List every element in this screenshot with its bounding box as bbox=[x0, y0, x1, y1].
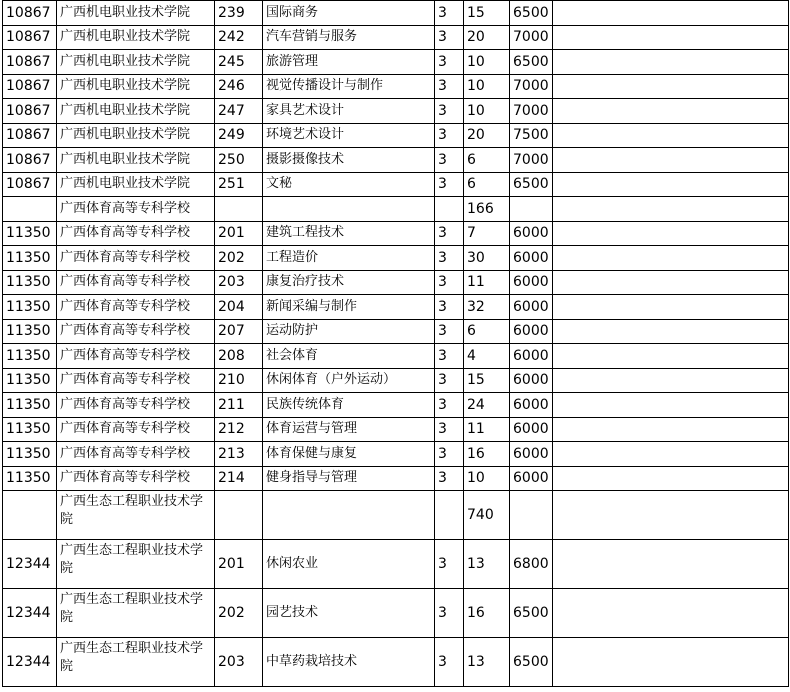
blank-cell bbox=[553, 1, 789, 26]
school-code-cell: 10867 bbox=[3, 99, 57, 124]
table-row bbox=[3, 197, 789, 222]
fee-cell: 6000 bbox=[510, 393, 553, 418]
fee-cell: 7000 bbox=[510, 25, 553, 50]
major-name-cell: 环境艺术设计 bbox=[263, 123, 435, 148]
major-code-cell: 203 bbox=[215, 638, 263, 687]
school-name-cell: 广西体育高等专科学校 bbox=[57, 270, 215, 295]
major-code-cell: 203 bbox=[215, 270, 263, 295]
quota-cell: 10 bbox=[464, 50, 510, 75]
major-name-cell: 运动防护 bbox=[263, 319, 435, 344]
table-row bbox=[3, 417, 789, 442]
major-code-cell: 201 bbox=[215, 221, 263, 246]
school-name-cell: 广西体育高等专科学校 bbox=[57, 246, 215, 271]
quota-cell: 15 bbox=[464, 368, 510, 393]
school-code-cell: 11350 bbox=[3, 442, 57, 467]
school-code-cell: 11350 bbox=[3, 295, 57, 320]
quota-cell: 6 bbox=[464, 319, 510, 344]
years-cell: 3 bbox=[435, 123, 464, 148]
table-row bbox=[3, 368, 789, 393]
fee-cell: 6000 bbox=[510, 221, 553, 246]
years-cell: 3 bbox=[435, 466, 464, 491]
blank-cell bbox=[553, 417, 789, 442]
major-name-cell: 工程造价 bbox=[263, 246, 435, 271]
quota-cell: 13 bbox=[464, 540, 510, 589]
major-name-cell: 休闲农业 bbox=[263, 540, 435, 589]
school-code-cell bbox=[3, 491, 57, 540]
school-code-cell: 11350 bbox=[3, 344, 57, 369]
blank-cell bbox=[553, 74, 789, 99]
quota-cell: 16 bbox=[464, 442, 510, 467]
fee-cell: 6000 bbox=[510, 344, 553, 369]
quota-cell: 166 bbox=[464, 197, 510, 222]
fee-cell: 6500 bbox=[510, 1, 553, 26]
table-row bbox=[3, 99, 789, 124]
quota-cell: 10 bbox=[464, 74, 510, 99]
fee-cell bbox=[510, 491, 553, 540]
years-cell: 3 bbox=[435, 442, 464, 467]
table-row bbox=[3, 50, 789, 75]
years-cell: 3 bbox=[435, 368, 464, 393]
major-code-cell: 251 bbox=[215, 172, 263, 197]
years-cell: 3 bbox=[435, 246, 464, 271]
quota-cell: 740 bbox=[464, 491, 510, 540]
fee-cell: 6500 bbox=[510, 638, 553, 687]
school-code-cell: 11350 bbox=[3, 417, 57, 442]
school-name-cell: 广西机电职业技术学院 bbox=[57, 25, 215, 50]
quota-cell: 6 bbox=[464, 172, 510, 197]
quota-cell: 11 bbox=[464, 417, 510, 442]
school-code-cell: 11350 bbox=[3, 393, 57, 418]
major-name-cell: 文秘 bbox=[263, 172, 435, 197]
blank-cell bbox=[553, 25, 789, 50]
major-name-cell: 体育运营与管理 bbox=[263, 417, 435, 442]
quota-cell: 7 bbox=[464, 221, 510, 246]
fee-cell: 7500 bbox=[510, 123, 553, 148]
major-name-cell: 视觉传播设计与制作 bbox=[263, 74, 435, 99]
major-code-cell: 212 bbox=[215, 417, 263, 442]
fee-cell: 6500 bbox=[510, 589, 553, 638]
school-code-cell bbox=[3, 197, 57, 222]
quota-cell: 32 bbox=[464, 295, 510, 320]
fee-cell: 6000 bbox=[510, 442, 553, 467]
years-cell: 3 bbox=[435, 270, 464, 295]
school-code-cell: 11350 bbox=[3, 466, 57, 491]
school-code-cell: 11350 bbox=[3, 319, 57, 344]
blank-cell bbox=[553, 638, 789, 687]
quota-cell: 11 bbox=[464, 270, 510, 295]
major-code-cell: 242 bbox=[215, 25, 263, 50]
major-code-cell bbox=[215, 491, 263, 540]
quota-cell: 4 bbox=[464, 344, 510, 369]
major-name-cell: 国际商务 bbox=[263, 1, 435, 26]
table-row bbox=[3, 319, 789, 344]
quota-cell: 30 bbox=[464, 246, 510, 271]
years-cell: 3 bbox=[435, 221, 464, 246]
major-code-cell: 202 bbox=[215, 246, 263, 271]
major-name-cell bbox=[263, 491, 435, 540]
school-code-cell: 11350 bbox=[3, 270, 57, 295]
years-cell: 3 bbox=[435, 74, 464, 99]
quota-cell: 10 bbox=[464, 466, 510, 491]
quota-cell: 15 bbox=[464, 1, 510, 26]
major-code-cell: 204 bbox=[215, 295, 263, 320]
major-code-cell: 201 bbox=[215, 540, 263, 589]
major-code-cell: 213 bbox=[215, 442, 263, 467]
school-code-cell: 10867 bbox=[3, 148, 57, 173]
table-body bbox=[3, 1, 789, 687]
school-code-cell: 10867 bbox=[3, 1, 57, 26]
fee-cell: 7000 bbox=[510, 148, 553, 173]
fee-cell: 6000 bbox=[510, 295, 553, 320]
table-row bbox=[3, 1, 789, 26]
table-row bbox=[3, 491, 789, 540]
school-code-cell: 10867 bbox=[3, 50, 57, 75]
major-name-cell: 汽车营销与服务 bbox=[263, 25, 435, 50]
years-cell: 3 bbox=[435, 99, 464, 124]
school-name-cell: 广西机电职业技术学院 bbox=[57, 123, 215, 148]
fee-cell: 6000 bbox=[510, 270, 553, 295]
blank-cell bbox=[553, 246, 789, 271]
school-name-cell: 广西生态工程职业技术学院 bbox=[57, 491, 215, 540]
blank-cell bbox=[553, 442, 789, 467]
blank-cell bbox=[553, 319, 789, 344]
major-code-cell bbox=[215, 197, 263, 222]
school-name-cell: 广西机电职业技术学院 bbox=[57, 148, 215, 173]
fee-cell: 6000 bbox=[510, 246, 553, 271]
major-name-cell: 体育保健与康复 bbox=[263, 442, 435, 467]
major-name-cell: 家具艺术设计 bbox=[263, 99, 435, 124]
school-name-cell: 广西体育高等专科学校 bbox=[57, 221, 215, 246]
major-name-cell: 康复治疗技术 bbox=[263, 270, 435, 295]
quota-cell: 16 bbox=[464, 589, 510, 638]
blank-cell bbox=[553, 540, 789, 589]
school-code-cell: 10867 bbox=[3, 25, 57, 50]
blank-cell bbox=[553, 197, 789, 222]
major-name-cell bbox=[263, 197, 435, 222]
table-row bbox=[3, 589, 789, 638]
major-code-cell: 239 bbox=[215, 1, 263, 26]
blank-cell bbox=[553, 393, 789, 418]
table-row bbox=[3, 540, 789, 589]
table-row bbox=[3, 25, 789, 50]
years-cell: 3 bbox=[435, 319, 464, 344]
years-cell bbox=[435, 197, 464, 222]
school-name-cell: 广西机电职业技术学院 bbox=[57, 1, 215, 26]
fee-cell: 6000 bbox=[510, 368, 553, 393]
major-code-cell: 207 bbox=[215, 319, 263, 344]
major-name-cell: 中草药栽培技术 bbox=[263, 638, 435, 687]
school-name-cell: 广西机电职业技术学院 bbox=[57, 50, 215, 75]
school-name-cell: 广西生态工程职业技术学院 bbox=[57, 540, 215, 589]
years-cell: 3 bbox=[435, 295, 464, 320]
school-name-cell: 广西生态工程职业技术学院 bbox=[57, 638, 215, 687]
fee-cell: 6000 bbox=[510, 319, 553, 344]
major-name-cell: 民族传统体育 bbox=[263, 393, 435, 418]
major-code-cell: 250 bbox=[215, 148, 263, 173]
major-name-cell: 建筑工程技术 bbox=[263, 221, 435, 246]
major-code-cell: 214 bbox=[215, 466, 263, 491]
quota-cell: 20 bbox=[464, 25, 510, 50]
major-code-cell: 247 bbox=[215, 99, 263, 124]
years-cell: 3 bbox=[435, 393, 464, 418]
fee-cell: 6000 bbox=[510, 417, 553, 442]
blank-cell bbox=[553, 368, 789, 393]
table-row bbox=[3, 344, 789, 369]
major-name-cell: 健身指导与管理 bbox=[263, 466, 435, 491]
school-name-cell: 广西体育高等专科学校 bbox=[57, 368, 215, 393]
blank-cell bbox=[553, 295, 789, 320]
major-code-cell: 246 bbox=[215, 74, 263, 99]
fee-cell: 7000 bbox=[510, 74, 553, 99]
school-name-cell: 广西体育高等专科学校 bbox=[57, 319, 215, 344]
major-code-cell: 202 bbox=[215, 589, 263, 638]
table-row bbox=[3, 466, 789, 491]
table-row bbox=[3, 295, 789, 320]
blank-cell bbox=[553, 172, 789, 197]
blank-cell bbox=[553, 491, 789, 540]
table-row bbox=[3, 221, 789, 246]
school-name-cell: 广西体育高等专科学校 bbox=[57, 344, 215, 369]
quota-cell: 13 bbox=[464, 638, 510, 687]
admissions-table bbox=[2, 0, 789, 687]
school-code-cell: 10867 bbox=[3, 172, 57, 197]
major-code-cell: 249 bbox=[215, 123, 263, 148]
major-name-cell: 新闻采编与制作 bbox=[263, 295, 435, 320]
school-name-cell: 广西体育高等专科学校 bbox=[57, 295, 215, 320]
school-name-cell: 广西体育高等专科学校 bbox=[57, 466, 215, 491]
years-cell: 3 bbox=[435, 589, 464, 638]
major-name-cell: 社会体育 bbox=[263, 344, 435, 369]
fee-cell: 7000 bbox=[510, 99, 553, 124]
fee-cell: 6800 bbox=[510, 540, 553, 589]
blank-cell bbox=[553, 123, 789, 148]
blank-cell bbox=[553, 270, 789, 295]
school-name-cell: 广西体育高等专科学校 bbox=[57, 197, 215, 222]
table-row bbox=[3, 172, 789, 197]
major-code-cell: 210 bbox=[215, 368, 263, 393]
major-name-cell: 园艺技术 bbox=[263, 589, 435, 638]
years-cell bbox=[435, 491, 464, 540]
school-code-cell: 12344 bbox=[3, 540, 57, 589]
school-name-cell: 广西生态工程职业技术学院 bbox=[57, 589, 215, 638]
years-cell: 3 bbox=[435, 172, 464, 197]
fee-cell: 6500 bbox=[510, 50, 553, 75]
school-name-cell: 广西体育高等专科学校 bbox=[57, 442, 215, 467]
school-code-cell: 11350 bbox=[3, 368, 57, 393]
years-cell: 3 bbox=[435, 417, 464, 442]
blank-cell bbox=[553, 589, 789, 638]
table-row bbox=[3, 148, 789, 173]
quota-cell: 6 bbox=[464, 148, 510, 173]
fee-cell bbox=[510, 197, 553, 222]
blank-cell bbox=[553, 148, 789, 173]
blank-cell bbox=[553, 344, 789, 369]
table-row bbox=[3, 638, 789, 687]
quota-cell: 20 bbox=[464, 123, 510, 148]
table-row bbox=[3, 123, 789, 148]
table-row bbox=[3, 442, 789, 467]
school-code-cell: 12344 bbox=[3, 589, 57, 638]
school-code-cell: 11350 bbox=[3, 246, 57, 271]
major-code-cell: 208 bbox=[215, 344, 263, 369]
years-cell: 3 bbox=[435, 344, 464, 369]
school-code-cell: 11350 bbox=[3, 221, 57, 246]
years-cell: 3 bbox=[435, 638, 464, 687]
years-cell: 3 bbox=[435, 25, 464, 50]
table-row bbox=[3, 246, 789, 271]
years-cell: 3 bbox=[435, 540, 464, 589]
quota-cell: 10 bbox=[464, 99, 510, 124]
years-cell: 3 bbox=[435, 1, 464, 26]
major-code-cell: 245 bbox=[215, 50, 263, 75]
years-cell: 3 bbox=[435, 148, 464, 173]
school-code-cell: 10867 bbox=[3, 123, 57, 148]
table-row bbox=[3, 270, 789, 295]
blank-cell bbox=[553, 50, 789, 75]
blank-cell bbox=[553, 221, 789, 246]
fee-cell: 6500 bbox=[510, 172, 553, 197]
fee-cell: 6000 bbox=[510, 466, 553, 491]
major-code-cell: 211 bbox=[215, 393, 263, 418]
school-name-cell: 广西体育高等专科学校 bbox=[57, 417, 215, 442]
table-row bbox=[3, 74, 789, 99]
major-name-cell: 旅游管理 bbox=[263, 50, 435, 75]
blank-cell bbox=[553, 466, 789, 491]
quota-cell: 24 bbox=[464, 393, 510, 418]
school-code-cell: 10867 bbox=[3, 74, 57, 99]
major-name-cell: 摄影摄像技术 bbox=[263, 148, 435, 173]
school-name-cell: 广西体育高等专科学校 bbox=[57, 393, 215, 418]
school-code-cell: 12344 bbox=[3, 638, 57, 687]
major-name-cell: 休闲体育（户外运动） bbox=[263, 368, 435, 393]
years-cell: 3 bbox=[435, 50, 464, 75]
blank-cell bbox=[553, 99, 789, 124]
school-name-cell: 广西机电职业技术学院 bbox=[57, 99, 215, 124]
table-row bbox=[3, 393, 789, 418]
school-name-cell: 广西机电职业技术学院 bbox=[57, 74, 215, 99]
school-name-cell: 广西机电职业技术学院 bbox=[57, 172, 215, 197]
